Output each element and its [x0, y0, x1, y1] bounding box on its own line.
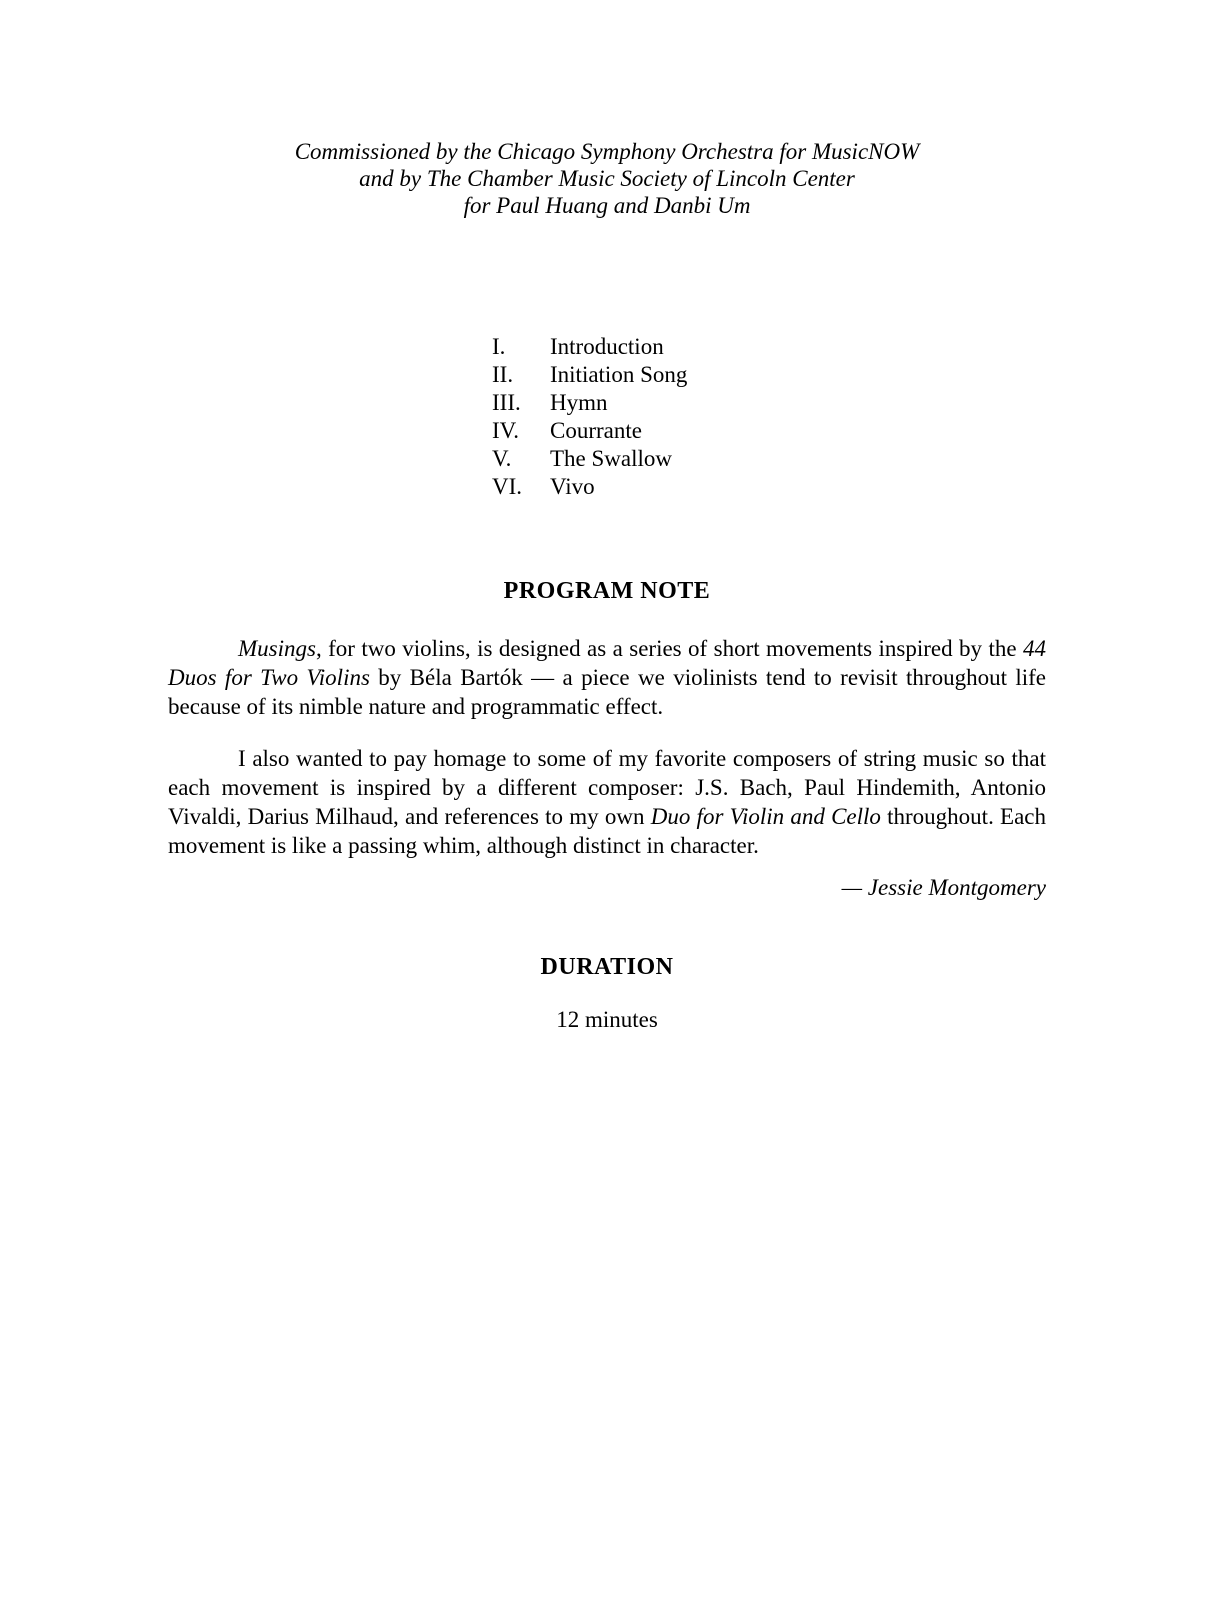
- movement-title: Courrante: [550, 418, 642, 443]
- commission-line-3: for Paul Huang and Danbi Um: [463, 193, 751, 218]
- movement-title: Introduction: [550, 334, 664, 359]
- duration-heading: DURATION: [540, 954, 674, 980]
- movement-numeral: IV.: [492, 418, 520, 443]
- movement-row: [492, 473, 1046, 501]
- commission-line-1: Commissioned by the Chicago Symphony Orchestra for MusicNOW: [294, 139, 920, 164]
- movement-numeral: VI.: [492, 474, 523, 499]
- duration-value: 12 minutes: [556, 1007, 658, 1032]
- program-note-paragraph-1: Musings, for two violins, is designed as a series of short movements inspired by the 44 Duos for Two Violins by Béla Bartók — a piece we violinists tend to revisit throughout life because of its nimble nature and programmatic effect.: [168, 636, 1046, 719]
- program-note-paragraph-2: I also wanted to pay homage to some of my favorite composers of string music so that each movement is inspired by a different composer: J.S. Bach, Paul Hindemith, Antonio Vivaldi, Darius Milhaud, and references to my own Duo for Violin and Cello throughout. Each movement is like a passing whim, although distinct in character.: [168, 746, 1047, 858]
- movement-title: Hymn: [550, 390, 608, 415]
- program-note-heading: PROGRAM NOTE: [503, 578, 711, 604]
- movement-numeral: II.: [492, 362, 514, 387]
- movement-title: Vivo: [550, 474, 595, 499]
- movement-row: [492, 361, 1046, 389]
- movement-row: [492, 417, 1046, 445]
- movement-numeral: I.: [492, 334, 506, 359]
- movement-numeral: III.: [492, 390, 521, 415]
- commission-credit: [168, 138, 1046, 219]
- movement-row: [492, 389, 1046, 417]
- movement-row: [492, 445, 1046, 473]
- movement-numeral: V.: [492, 446, 512, 471]
- movement-row: [492, 333, 1046, 361]
- movement-title: The Swallow: [550, 446, 673, 471]
- commission-line-2: and by The Chamber Music Society of Lincoln Center: [359, 166, 855, 191]
- movement-title: Initiation Song: [550, 362, 688, 387]
- movement-list: [492, 333, 1046, 501]
- attribution-byline: — Jessie Montgomery: [841, 875, 1046, 900]
